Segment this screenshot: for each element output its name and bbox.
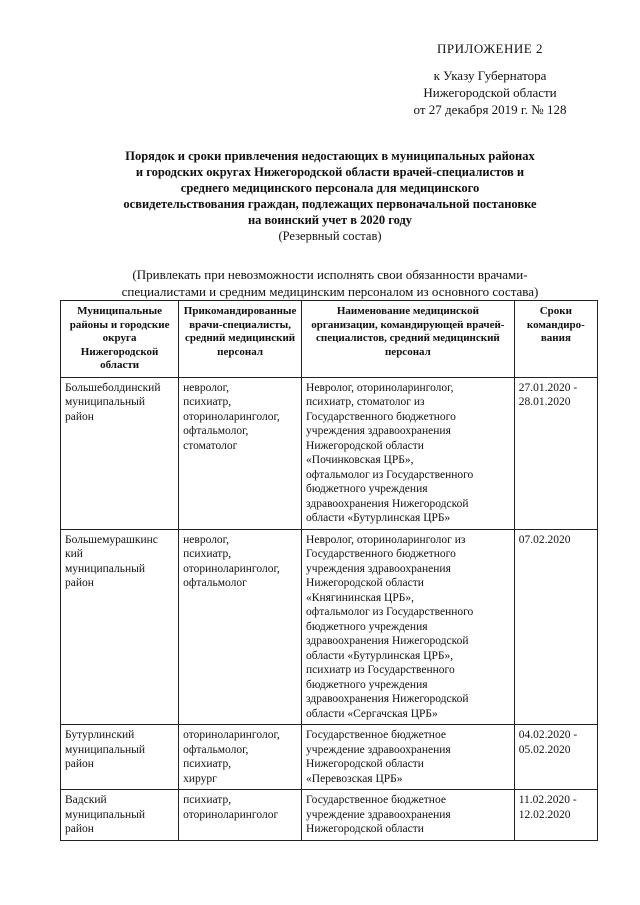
cell-district: Вадский муниципальный район [61,790,179,841]
table-row [61,529,598,725]
document-title [60,148,600,244]
cell-specialists: невролог, психиатр, оториноларинголог, офтальмолог, стоматолог [179,377,302,529]
note-block [60,266,600,300]
cell-dates: 04.02.2020 - 05.02.2020 [514,725,597,790]
annex-line-2: Нижегородской области [423,85,557,100]
header-district: Муниципальные районы и городские округа Нижегородской области [61,301,179,378]
cell-specialists: психиатр, оториноларинголог [179,790,302,841]
table-row [61,790,598,841]
title-subtitle: (Резервный состав) [278,229,382,243]
cell-organization: Невролог, оториноларинголог из Государственного бюджетного учреждения здравоохранения Нижегородской области «Княгининская ЦРБ», офтальмолог из Государственного бюджетного учреждения здравоохранения Нижегородской области «Бутурлинская ЦРБ», психиатр из Государственного бюджетного учреждения здравоохранения Нижегородской области «Сергачская ЦРБ» [302,529,515,725]
schedule-table [60,300,598,841]
title-line-1: Порядок и сроки привлечения недостающих в муниципальных районах [125,149,535,163]
note-line-1: (Привлекать при невозможности исполнять свои обязанности врачами- [132,267,528,282]
annex-block [380,40,600,118]
annex-heading: ПРИЛОЖЕНИЕ 2 [437,41,543,56]
header-specialists: Прикомандированные врачи-специалисты, средний медицинский персонал [179,301,302,378]
header-dates: Сроки командиро-вания [514,301,597,378]
title-line-5: на воинский учет в 2020 году [247,213,413,227]
cell-district: Большеболдинский муниципальный район [61,377,179,529]
table-row [61,377,598,529]
cell-district: Большемурашкинс кий муниципальный район [61,529,179,725]
title-line-3: среднего медицинского персонала для медицинского [180,181,480,195]
table-header-row [61,301,598,378]
header-organization: Наименование медицинской организации, командирующей врачей-специалистов, средний медицинский персонал [302,301,515,378]
cell-specialists: невролог, психиатр, оториноларинголог, офтальмолог [179,529,302,725]
cell-organization: Государственное бюджетное учреждение здравоохранения Нижегородской области «Перевозская ЦРБ» [302,725,515,790]
cell-organization: Государственное бюджетное учреждение здравоохранения Нижегородской области [302,790,515,841]
cell-organization: Невролог, оториноларинголог, психиатр, стоматолог из Государственного бюджетного учреждения здравоохранения Нижегородской области «Починковская ЦРБ», офтальмолог из Государственного бюджетного учреждения здравоохранения Нижегородской области «Бутурлинская ЦРБ» [302,377,515,529]
cell-dates: 11.02.2020 - 12.02.2020 [514,790,597,841]
cell-specialists: оториноларинголог, офтальмолог, психиатр, хирург [179,725,302,790]
title-line-4: освидетельствования граждан, подлежащих первоначальной постановке [123,197,537,211]
cell-dates: 27.01.2020 - 28.01.2020 [514,377,597,529]
cell-district: Бутурлинский муниципальный район [61,725,179,790]
cell-dates: 07.02.2020 [514,529,597,725]
annex-line-3: от 27 декабря 2019 г. № 128 [413,102,567,117]
table-row [61,725,598,790]
title-line-2: и городских округах Нижегородской области врачей-специалистов и [135,165,525,179]
note-line-2: специалистами и средним медицинским персоналом из основного состава) [121,284,539,299]
annex-line-1: к Указу Губернатора [433,68,547,83]
